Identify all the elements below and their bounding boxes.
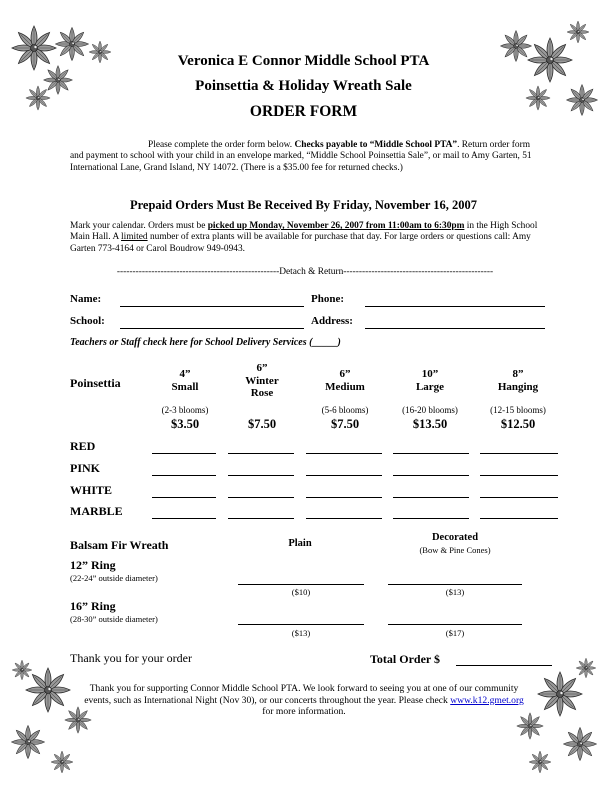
large-price: $13.50 [412, 417, 448, 431]
name-text: Large [415, 380, 445, 393]
school-label: School: [70, 315, 105, 327]
footer-paragraph [82, 683, 526, 718]
marble-small-qty[interactable] [152, 518, 216, 519]
ring-12-diameter: (22-24” outside diameter) [70, 573, 158, 583]
name-label: Name: [70, 293, 102, 305]
detach-return-line: ----------------------------------------------------Detach & Return------------------------------------------------ [116, 267, 494, 277]
total-order-field[interactable] [456, 665, 552, 666]
winter-rose-price: $7.50 [247, 417, 277, 431]
pink-large-qty[interactable] [393, 475, 469, 476]
size-text: 6” [256, 362, 268, 374]
name-text: Medium [325, 380, 365, 393]
checks-payable-text: Checks payable to “Middle School PTA” [294, 140, 458, 150]
hanging-price: $12.50 [500, 417, 536, 431]
name-text: Hanging [497, 380, 539, 393]
footer-text-end: for more information. [262, 706, 346, 718]
name-field[interactable] [120, 306, 304, 307]
red-medium-qty[interactable] [306, 453, 382, 454]
pink-small-qty[interactable] [152, 475, 216, 476]
color-white-label: WHITE [70, 483, 113, 497]
ring-12-plain-price: ($10) [291, 587, 311, 597]
hanging-blooms: (12-15 blooms) [490, 405, 546, 415]
wreath-label: Balsam Fir Wreath [70, 538, 169, 552]
name-text: Winter Rose [245, 374, 279, 399]
marble-large-qty[interactable] [393, 518, 469, 519]
col-medium-header [305, 368, 385, 393]
size-text: 10” [421, 368, 439, 380]
phone-label: Phone: [311, 293, 344, 305]
medium-price: $7.50 [330, 417, 360, 431]
order-form-title: ORDER FORM [249, 103, 358, 120]
thank-you-text: Thank you for your order [70, 651, 192, 665]
calendar-paragraph [70, 221, 540, 255]
col-winter-rose-header [222, 362, 302, 400]
prepaid-heading: Prepaid Orders Must Be Received By Friday, November 16, 2007 [129, 198, 478, 212]
white-small-qty[interactable] [152, 497, 216, 498]
marble-medium-qty[interactable] [306, 518, 382, 519]
ring-12-decorated-price: ($13) [445, 587, 465, 597]
col-hanging-header [478, 368, 558, 393]
marble-hanging-qty[interactable] [480, 518, 558, 519]
address-label: Address: [311, 315, 353, 327]
red-large-qty[interactable] [393, 453, 469, 454]
ring-16-diameter: (28-30” outside diameter) [70, 614, 158, 624]
red-winter-rose-qty[interactable] [228, 453, 294, 454]
size-text: 6” [339, 368, 351, 380]
ring-16-plain-qty[interactable] [238, 624, 364, 625]
intro-paragraph [70, 140, 538, 174]
white-winter-rose-qty[interactable] [228, 497, 294, 498]
red-hanging-qty[interactable] [480, 453, 558, 454]
col-small-header [145, 368, 225, 393]
pink-winter-rose-qty[interactable] [228, 475, 294, 476]
decorated-label: Decorated [431, 532, 479, 543]
ring-16-decorated-price: ($17) [445, 628, 465, 638]
pink-hanging-qty[interactable] [480, 475, 558, 476]
size-text: 4” [179, 368, 191, 380]
address-field[interactable] [365, 328, 545, 329]
calendar-text-2: in the High School Main Hall. A [70, 221, 538, 243]
calendar-text: Mark your calendar. Orders must be [70, 221, 208, 231]
color-red-label: RED [70, 439, 96, 453]
marble-winter-rose-qty[interactable] [228, 518, 294, 519]
name-text: Small [171, 380, 199, 393]
ring-12-plain-qty[interactable] [238, 584, 364, 585]
website-link[interactable]: www.k12.gmet.org [450, 694, 524, 706]
red-small-qty[interactable] [152, 453, 216, 454]
color-marble-label: MARBLE [70, 504, 123, 518]
limited-text: limited [121, 232, 148, 243]
white-hanging-qty[interactable] [480, 497, 558, 498]
ring-16-decorated-qty[interactable] [388, 624, 522, 625]
ring-16-label: 16” Ring [70, 599, 116, 613]
size-text: 8” [512, 368, 524, 380]
white-large-qty[interactable] [393, 497, 469, 498]
col-large-header [390, 368, 470, 393]
large-blooms: (16-20 blooms) [402, 405, 458, 415]
phone-field[interactable] [365, 306, 545, 307]
ring-12-label: 12” Ring [70, 558, 116, 572]
small-blooms: (2-3 blooms) [161, 405, 209, 415]
ring-12-decorated-qty[interactable] [388, 584, 522, 585]
color-pink-label: PINK [70, 461, 100, 475]
sale-title: Poinsettia & Holiday Wreath Sale [195, 78, 412, 94]
footer-text: Thank you for supporting Connor Middle School PTA. We look forward to seeing you at one of our community events, such as International Night (Nov 30), or our concerts throughout the year. Please check [84, 683, 519, 706]
ring-16-plain-price: ($13) [291, 628, 311, 638]
intro-text-continued: . Return order form and payment to school with your child in an envelope marked, “Middle School Poinsettia Sale”, or mail to Amy Garten, 51 International Lane, Grand Island, NY 14072. (There is a $35.00 fee for returned checks.) [70, 140, 532, 173]
total-order-label: Total Order $ [370, 652, 441, 666]
plain-label: Plain [288, 538, 312, 549]
pink-medium-qty[interactable] [306, 475, 382, 476]
school-field[interactable] [120, 328, 304, 329]
teachers-delivery-checkbox[interactable]: Teachers or Staff check here for School Delivery Services (_____) [70, 337, 341, 348]
decorated-sub-label: (Bow & Pine Cones) [419, 545, 491, 555]
intro-text: Please complete the order form below. [148, 140, 295, 150]
medium-blooms: (5-6 blooms) [321, 405, 369, 415]
calendar-text-3: number of extra plants will be available for purchase that day. For large orders or questions call: Amy Garten 773-4164 or Carol Boudrow 949-0943. [70, 232, 531, 254]
small-price: $3.50 [170, 417, 200, 431]
school-pta-title: Veronica E Connor Middle School PTA [177, 53, 430, 69]
pickup-date-text: picked up Monday, November 26, 2007 from 11:00am to 6:30pm [207, 221, 465, 231]
white-medium-qty[interactable] [306, 497, 382, 498]
poinsettia-label: Poinsettia [70, 376, 121, 390]
